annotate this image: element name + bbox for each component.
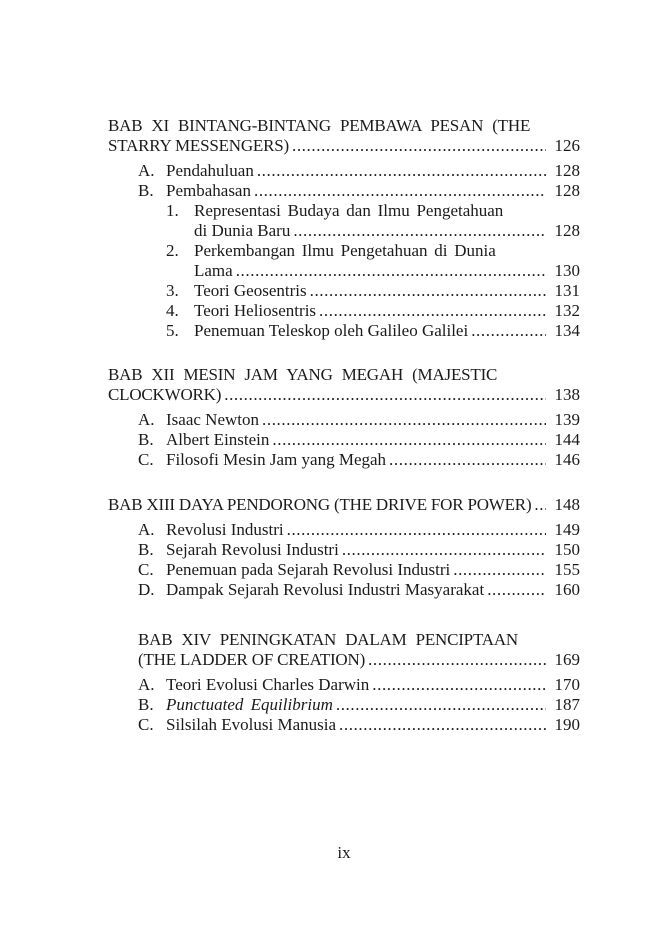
page-number: 130 — [554, 261, 580, 280]
toc-entry-line — [166, 321, 580, 341]
dot-leader — [333, 695, 546, 715]
entry-title-text: Teori Evolusi Charles Darwin — [166, 675, 370, 694]
chapter-heading-line — [108, 365, 580, 385]
toc-entry — [108, 161, 580, 181]
toc-entry-line — [166, 241, 580, 261]
toc-entry-line — [138, 520, 580, 540]
page-number: 169 — [554, 650, 580, 669]
dot-leader — [386, 450, 546, 470]
toc-entry-line — [138, 675, 580, 695]
toc-entry-line — [138, 430, 580, 450]
page-number: 150 — [554, 540, 580, 559]
toc-entry-line — [138, 450, 580, 470]
toc-entry — [108, 241, 580, 281]
entry-title-text: Silsilah Evolusi Manusia — [166, 715, 336, 734]
toc-entry — [108, 410, 580, 430]
item-marker: A. — [138, 410, 155, 429]
chapter-title-text: BAB XII MESIN JAM YANG MEGAH (MAJESTIC — [108, 365, 498, 384]
page-number: 187 — [554, 695, 580, 714]
toc-section — [108, 365, 580, 470]
chapter-title-text: STARRY MESSENGERS) — [108, 136, 289, 155]
item-marker: B. — [138, 695, 154, 714]
chapter-heading-line — [108, 136, 580, 156]
entry-title-text: Punctuated Equilibrium — [166, 695, 333, 714]
chapter-title-text: BAB XIII DAYA PENDORONG (THE DRIVE FOR POWER) — [108, 495, 532, 514]
section-items — [108, 520, 580, 600]
item-marker: B. — [138, 430, 154, 449]
toc-entry-line — [138, 580, 580, 600]
entry-title-text: Pendahuluan — [166, 161, 254, 180]
item-marker: C. — [138, 560, 154, 579]
page-number: 132 — [554, 301, 580, 320]
toc-entry — [108, 281, 580, 301]
item-marker: A. — [138, 675, 155, 694]
entry-title-text: Filosofi Mesin Jam yang Megah — [166, 450, 387, 469]
item-marker: 1. — [166, 201, 179, 220]
chapter-heading-line — [138, 650, 580, 670]
chapter-heading-line — [108, 116, 580, 136]
page-number: 134 — [554, 321, 580, 340]
toc-entry-line — [166, 201, 580, 221]
toc-entry-line — [138, 695, 580, 715]
entry-title-text: Perkembangan Ilmu Pengetahuan di Dunia — [194, 241, 496, 260]
toc-entry — [108, 580, 580, 600]
toc-content — [108, 116, 580, 735]
dot-leader — [531, 495, 546, 515]
dot-leader — [251, 181, 546, 201]
toc-entry — [108, 450, 580, 470]
entry-title-text: Penemuan Teleskop oleh Galileo Galilei — [194, 321, 469, 340]
item-marker: B. — [138, 540, 154, 559]
toc-entry — [108, 430, 580, 450]
item-marker: B. — [138, 181, 154, 200]
page-number: 160 — [554, 580, 580, 599]
dot-leader — [284, 520, 546, 540]
toc-section — [108, 630, 580, 735]
toc-entry-line — [166, 221, 580, 241]
dot-leader — [369, 675, 546, 695]
chapter-title-text: CLOCKWORK) — [108, 385, 222, 404]
toc-entry-line — [138, 181, 580, 201]
entry-title-text: Teori Geosentris — [194, 281, 307, 300]
toc-section — [108, 116, 580, 341]
page-number: 128 — [554, 161, 580, 180]
section-items — [108, 675, 580, 735]
toc-entry-line — [138, 560, 580, 580]
dot-leader — [316, 301, 546, 321]
dot-leader — [269, 430, 546, 450]
item-marker: C. — [138, 715, 154, 734]
dot-leader — [365, 650, 546, 670]
chapter-heading — [108, 495, 580, 515]
toc-entry — [108, 540, 580, 560]
dot-leader — [484, 580, 546, 600]
chapter-title-text: BAB XI BINTANG-BINTANG PEMBAWA PESAN (THE — [108, 116, 531, 135]
toc-entry — [108, 675, 580, 695]
toc-entry — [108, 301, 580, 321]
dot-leader — [339, 540, 546, 560]
page-number: 190 — [554, 715, 580, 734]
toc-entry-line — [138, 540, 580, 560]
dot-leader — [336, 715, 546, 735]
chapter-heading-line — [108, 495, 580, 515]
page-number: 139 — [554, 410, 580, 429]
item-marker: A. — [138, 161, 155, 180]
item-marker: 3. — [166, 281, 179, 300]
dot-leader — [289, 136, 546, 156]
toc-entry-line — [166, 281, 580, 301]
dot-leader — [221, 385, 546, 405]
chapter-heading — [108, 116, 580, 156]
chapter-title-text: BAB XIV PENINGKATAN DALAM PENCIPTAAN — [138, 630, 518, 649]
entry-title-text: Dampak Sejarah Revolusi Industri Masyarakat — [166, 580, 485, 599]
page-number: 148 — [554, 495, 580, 514]
entry-title-text: Pembahasan — [166, 181, 251, 200]
entry-title-text: Penemuan pada Sejarah Revolusi Industri — [166, 560, 451, 579]
page-number: 144 — [554, 430, 580, 449]
section-items — [108, 161, 580, 341]
chapter-heading — [108, 630, 580, 670]
chapter-heading-line — [138, 630, 580, 650]
toc-entry-line — [166, 301, 580, 321]
dot-leader — [290, 221, 546, 241]
entry-title-text: Revolusi Industri — [166, 520, 284, 539]
item-marker: D. — [138, 580, 155, 599]
entry-title-text: di Dunia Baru — [194, 221, 291, 240]
chapter-title-text: (THE LADDER OF CREATION) — [138, 650, 366, 669]
item-marker: 5. — [166, 321, 179, 340]
toc-entry-line — [138, 410, 580, 430]
toc-entry — [108, 695, 580, 715]
toc-entry — [108, 321, 580, 341]
toc-entry-line — [138, 161, 580, 181]
toc-entry — [108, 201, 580, 241]
entry-title-text: Isaac Newton — [166, 410, 259, 429]
toc-section — [108, 495, 580, 600]
toc-entry-line — [166, 261, 580, 281]
dot-leader — [468, 321, 546, 341]
dot-leader — [233, 261, 546, 281]
item-marker: A. — [138, 520, 155, 539]
toc-entry — [108, 181, 580, 201]
page-footer-number: ix — [337, 843, 351, 862]
page-number: 128 — [554, 181, 580, 200]
section-items — [108, 410, 580, 470]
page-number: 149 — [554, 520, 580, 539]
entry-title-text: Albert Einstein — [166, 430, 270, 449]
entry-title-text: Sejarah Revolusi Industri — [166, 540, 339, 559]
toc-entry — [108, 560, 580, 580]
page-number: 128 — [554, 221, 580, 240]
toc-entry-line — [138, 715, 580, 735]
page-number: 146 — [554, 450, 580, 469]
dot-leader — [254, 161, 546, 181]
item-marker: C. — [138, 450, 154, 469]
toc-entry — [108, 520, 580, 540]
page-number: 126 — [554, 136, 580, 155]
page-number: 155 — [554, 560, 580, 579]
chapter-heading — [108, 365, 580, 405]
entry-title-text: Representasi Budaya dan Ilmu Pengetahuan — [194, 201, 504, 220]
page-number: 170 — [554, 675, 580, 694]
item-marker: 4. — [166, 301, 179, 320]
dot-leader — [259, 410, 546, 430]
page-number: 138 — [554, 385, 580, 404]
page-number: 131 — [554, 281, 580, 300]
entry-title-text: Lama — [194, 261, 233, 280]
item-marker: 2. — [166, 241, 179, 260]
dot-leader — [450, 560, 546, 580]
entry-title-text: Teori Heliosentris — [194, 301, 317, 320]
toc-entry — [108, 715, 580, 735]
dot-leader — [307, 281, 546, 301]
chapter-heading-line — [108, 385, 580, 405]
